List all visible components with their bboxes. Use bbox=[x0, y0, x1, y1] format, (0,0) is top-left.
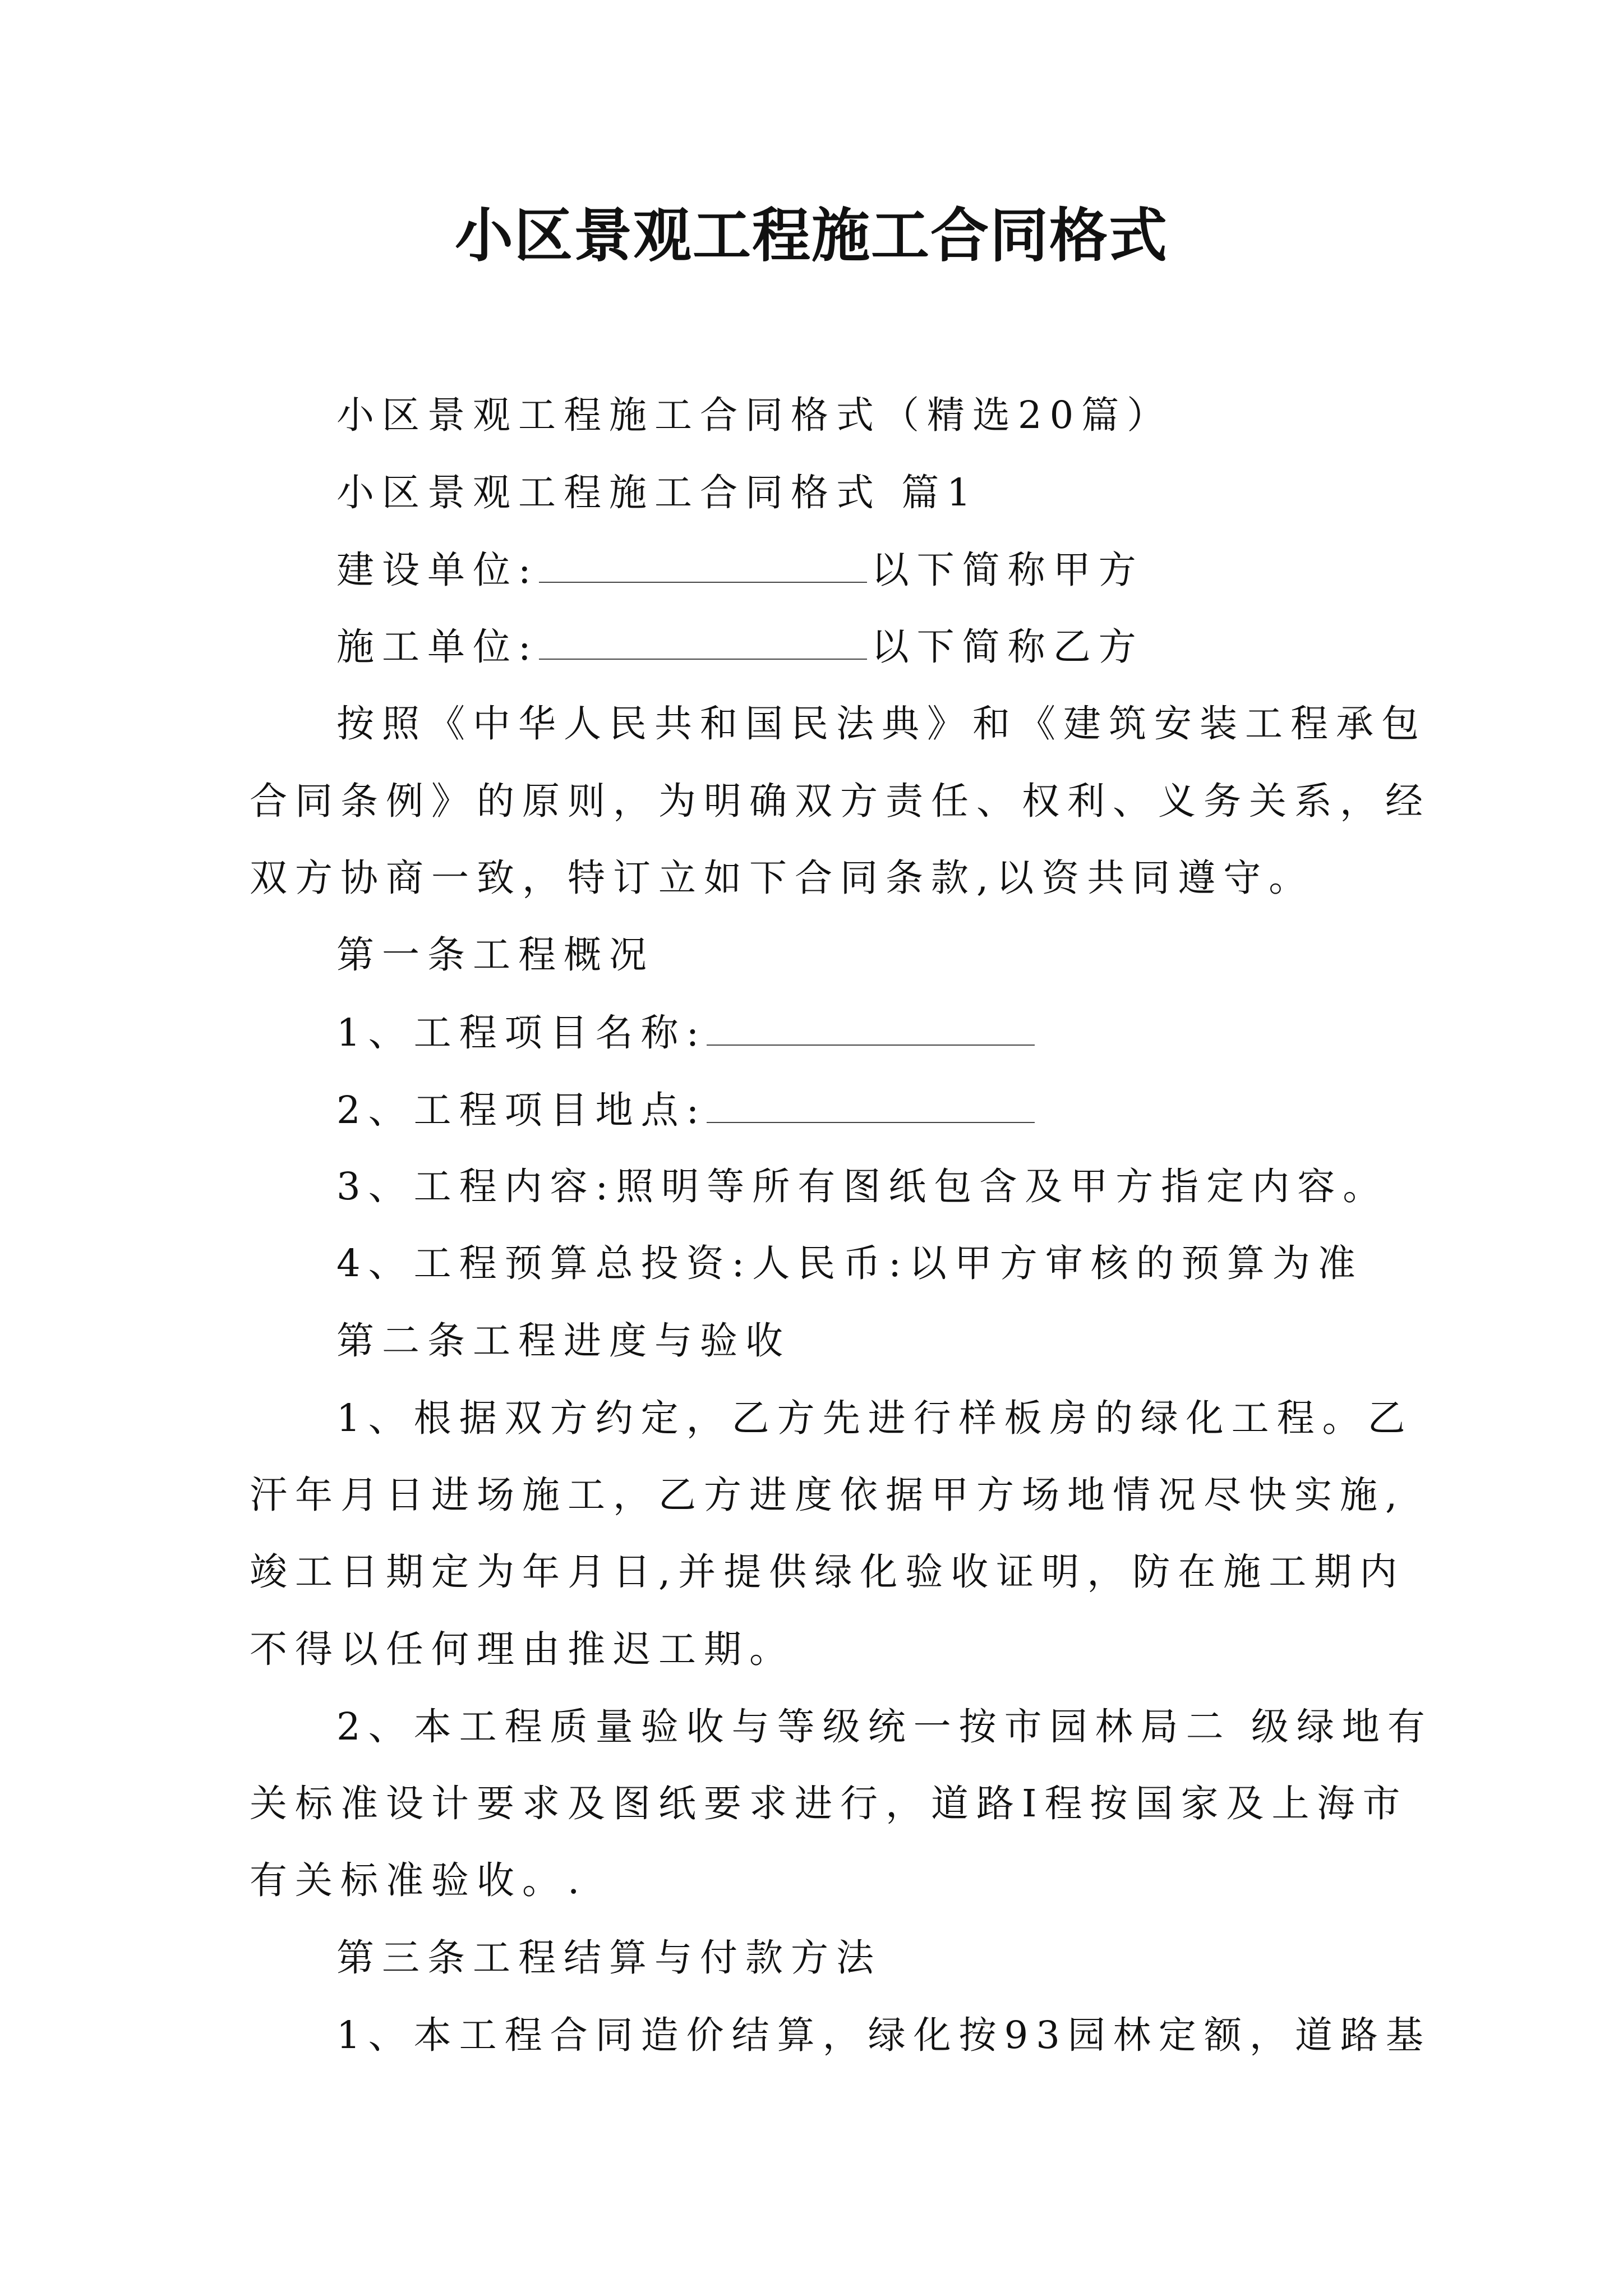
article-heading: 第二条工程进度与验收 bbox=[336, 1319, 791, 1363]
paragraph-line: 不得以任何理由推迟工期。 bbox=[250, 1627, 795, 1671]
paragraph-line: 3、工程内容:照明等所有图纸包含及甲方指定内容。 bbox=[336, 1165, 1389, 1208]
paragraph-line: 1、根据双方约定，乙方先进行样板房的绿化工程。乙 bbox=[336, 1396, 1413, 1440]
paragraph-line: 按照《中华人民共和国民法典》和《建筑安装工程承包 bbox=[336, 702, 1427, 746]
paragraph-line: 关标准设计要求及图纸要求进行，道路Ⅰ程按国家及上海市 bbox=[250, 1782, 1408, 1825]
paragraph-line: 合同条例》的原则，为明确双方责任、权利、义务关系，经 bbox=[250, 779, 1431, 823]
contractor-unit-blank bbox=[539, 624, 867, 660]
subtitle-line: 小区景观工程施工合同格式（精选20篇） bbox=[336, 393, 1173, 437]
paragraph-line: 4、工程预算总投资:人民币:以甲方审核的预算为准 bbox=[336, 1241, 1363, 1285]
project-location-line bbox=[336, 1087, 1039, 1133]
article-heading: 第一条工程概况 bbox=[336, 933, 654, 977]
paragraph-line: 竣工日期定为年月日,并提供绿化验收证明，防在施工期内 bbox=[250, 1550, 1405, 1594]
construction-unit-line bbox=[336, 547, 1144, 592]
construction-unit-label: 建设单位: bbox=[336, 548, 539, 592]
section-heading-line: 小区景观工程施工合同格式 篇1 bbox=[336, 471, 979, 514]
construction-unit-blank bbox=[539, 547, 867, 583]
project-location-blank bbox=[707, 1087, 1035, 1123]
construction-unit-suffix: 以下简称甲方 bbox=[871, 548, 1144, 592]
paragraph-line: 1、本工程合同造价结算，绿化按93园林定额，道路基 bbox=[336, 2013, 1431, 2057]
paragraph-line: 汗年月日进场施工，乙方进度依据甲方场地情况尽快实施, bbox=[250, 1473, 1405, 1517]
document-title: 小区景观工程施工合同格式 bbox=[454, 201, 1168, 270]
paragraph-line: 有关标准验收。. bbox=[250, 1858, 588, 1902]
contractor-unit-suffix: 以下简称乙方 bbox=[871, 625, 1144, 669]
project-name-line bbox=[336, 1010, 1039, 1055]
project-name-label: 1、工程项目名称: bbox=[336, 1011, 707, 1055]
project-location-label: 2、工程项目地点: bbox=[336, 1088, 707, 1132]
project-name-blank bbox=[707, 1010, 1035, 1046]
article-heading: 第三条工程结算与付款方法 bbox=[336, 1936, 882, 1980]
contractor-unit-label: 施工单位: bbox=[336, 625, 539, 669]
paragraph-line: 双方协商一致，特订立如下合同条款,以资共同遵守。 bbox=[250, 856, 1315, 900]
paragraph-line: 2、本工程质量验收与等级统一按市园林局二 级绿地有 bbox=[336, 1705, 1433, 1749]
contractor-unit-line bbox=[336, 624, 1144, 669]
